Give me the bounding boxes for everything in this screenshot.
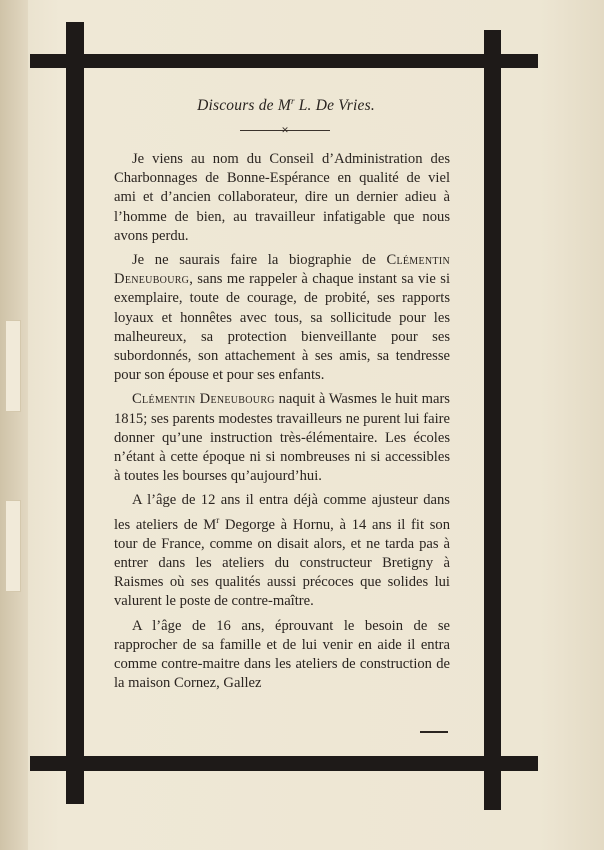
- speech-title: Discours de $M^r$ L. De Vries.: [197, 96, 375, 115]
- mourning-border-left: [66, 22, 84, 804]
- speech-body: [114, 150, 450, 698]
- text-run: Je viens au nom du Conseil d’Administration des Charbonnages de Bonne-Espérance en qualité de viel ami et d’ancien collaborateur, dire un dernier adieu à l’homme de bien, au travailleur infatigable que nous avons perdu.: [114, 151, 450, 244]
- ornament-icon: ✕: [281, 125, 289, 135]
- binding-tab: [6, 500, 21, 592]
- text-run: A l’âge de 12 ans il entra déjà comme ajusteur dans les ateliers de M: [114, 492, 450, 533]
- text-run: Degorge à Hornu, à 14 ans il fit son tour de France, comme on disait alors, et ne tarda pas à entrer dans les ateliers du constructeur Bretigny à Raismes où ses qualités aussi précoces que solides lui valurent le poste de contre-maître.: [114, 516, 451, 610]
- paragraph: [114, 390, 450, 486]
- paragraph: [114, 251, 450, 385]
- name-smallcaps: Clémentin Deneubourg: [114, 252, 450, 288]
- binding-strip: [0, 0, 28, 850]
- catchword-rule: [420, 731, 448, 733]
- mourning-border-bottom: [30, 756, 538, 771]
- text-run: A l’âge de 16 ans, éprouvant le besoin de se rapprocher de sa famille et de lui venir en aide il entra comme contre-maitre dans les ateliers de construction de la maison Cornez, Gallez: [114, 617, 450, 692]
- mourning-border-right: [484, 30, 501, 810]
- paragraph: [114, 491, 450, 611]
- text-run: r: [216, 514, 220, 525]
- binding-tab: [6, 320, 21, 412]
- text-run: , sans me rappeler à chaque instant sa vie si exemplaire, toute de courage, de probité, ses rapports loyaux et honnêtes avec tous, sa sollicitude pour les malheureux, sa protection bienveillante pour ses subordonnés, son attachement à ses amis, sa tendresse pour son épouse et pour ses enfants.: [114, 271, 450, 384]
- text-run: naquit à Wasmes le huit mars 1815; ses parents modestes travailleurs ne purent lui faire donner qu’une instruction très-élémentaire. Les écoles n’étant à cette époque ni si nombreuses ni si accessibles à toutes les bourses qu’aujourd’hui.: [114, 391, 450, 485]
- name-smallcaps: Clémentin Deneubourg: [132, 391, 275, 408]
- paragraph: [114, 617, 450, 694]
- paragraph: [114, 150, 450, 246]
- text-run: Je ne saurais faire la biographie de: [132, 252, 387, 269]
- mourning-border-top: [30, 54, 538, 68]
